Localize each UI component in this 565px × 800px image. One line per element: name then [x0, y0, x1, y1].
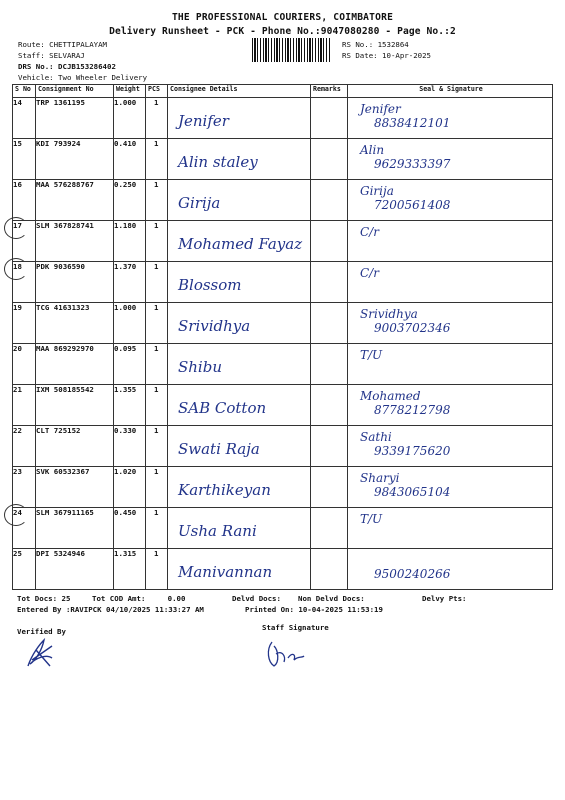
row-consignment: SLM 367911165	[36, 508, 114, 549]
row-consignment: TCG 41631323	[36, 303, 114, 344]
signature-handwriting: T/U	[360, 348, 383, 362]
total-docs: Tot Docs: 25	[17, 594, 71, 603]
non-delivered-docs: Non Delvd Docs:	[298, 594, 365, 603]
row-consignment: SVK 60532367	[36, 467, 114, 508]
row-signature	[348, 139, 553, 180]
row-sno-value: 18	[13, 262, 22, 271]
signature-handwriting: C/r	[360, 225, 379, 239]
col-remarks: Remarks	[311, 85, 348, 98]
consignee-handwriting: Shibu	[178, 358, 222, 376]
consignee-handwriting: Srividhya	[178, 317, 251, 335]
row-weight: 1.180	[114, 221, 146, 262]
entered-by: Entered By :RAVIPCK 04/10/2025 11:33:27 AM	[17, 605, 204, 614]
signature-phone: 7200561408	[374, 198, 451, 212]
signature-handwriting: Jenifer	[360, 102, 401, 116]
row-weight: 0.095	[114, 344, 146, 385]
table-row	[13, 303, 553, 344]
rs-date: RS Date: 10-Apr-2025	[342, 51, 431, 60]
row-weight: 0.410	[114, 139, 146, 180]
row-pcs: 1	[146, 221, 168, 262]
signature-phone: 8778212798	[374, 403, 451, 417]
table-row	[13, 385, 553, 426]
table-row	[13, 508, 553, 549]
row-sno	[13, 344, 36, 385]
table-header-row	[13, 85, 553, 98]
row-signature	[348, 549, 553, 590]
row-consignee	[168, 549, 311, 590]
row-signature	[348, 426, 553, 467]
table-row	[13, 549, 553, 590]
staff-label: Staff: SELVARAJ	[18, 51, 85, 60]
row-consignee	[168, 221, 311, 262]
row-consignment: KDI 793924	[36, 139, 114, 180]
row-pcs: 1	[146, 426, 168, 467]
col-consignment: Consignment No	[36, 85, 114, 98]
circle-mark-icon	[4, 504, 28, 526]
row-weight: 0.250	[114, 180, 146, 221]
row-sno	[13, 139, 36, 180]
printed-on: Printed On: 10-04-2025 11:53:19	[245, 605, 383, 614]
row-consignee	[168, 426, 311, 467]
row-sno-value: 20	[13, 344, 22, 353]
table-row	[13, 426, 553, 467]
row-sno	[13, 98, 36, 139]
row-consignment: MAA 576288767	[36, 180, 114, 221]
col-sno: S No	[13, 85, 36, 98]
row-pcs: 1	[146, 139, 168, 180]
row-signature	[348, 385, 553, 426]
row-sno	[13, 508, 36, 549]
row-sno-value: 22	[13, 426, 22, 435]
row-weight: 1.000	[114, 98, 146, 139]
row-sno-value: 24	[13, 508, 22, 517]
row-signature	[348, 180, 553, 221]
row-pcs: 1	[146, 508, 168, 549]
row-remarks	[311, 180, 348, 221]
row-consignment: CLT 725152	[36, 426, 114, 467]
signature-phone: 9500240266	[374, 567, 451, 581]
consignee-handwriting: Alin staley	[178, 153, 258, 171]
row-weight: 1.000	[114, 303, 146, 344]
total-cod: Tot COD Amt: 0.00	[92, 594, 186, 603]
row-pcs: 1	[146, 98, 168, 139]
signature-handwriting: C/r	[360, 266, 379, 280]
row-consignee	[168, 508, 311, 549]
signature-handwriting: Srividhya	[360, 307, 418, 321]
signature-handwriting: Sathi	[360, 430, 392, 444]
row-pcs: 1	[146, 180, 168, 221]
row-consignment: TRP 1361195	[36, 98, 114, 139]
row-signature	[348, 467, 553, 508]
row-pcs: 1	[146, 467, 168, 508]
consignee-handwriting: Karthikeyan	[178, 481, 271, 499]
row-signature	[348, 344, 553, 385]
row-consignee	[168, 467, 311, 508]
delivery-points: Delvy Pts:	[422, 594, 467, 603]
row-weight: 1.355	[114, 385, 146, 426]
table-row	[13, 98, 553, 139]
row-pcs: 1	[146, 344, 168, 385]
row-consignment: IXM 508185542	[36, 385, 114, 426]
col-signature: Seal & Signature	[348, 85, 553, 98]
signature-phone: 9629333397	[374, 157, 451, 171]
runsheet-subtitle: Delivery Runsheet - PCK - Phone No.:9047080280 - Page No.:2	[109, 26, 456, 37]
table-row	[13, 221, 553, 262]
table-row	[13, 139, 553, 180]
row-consignment: PDK 9036590	[36, 262, 114, 303]
row-signature	[348, 508, 553, 549]
signature-phone: 9843065104	[374, 485, 451, 499]
row-consignee	[168, 180, 311, 221]
row-remarks	[311, 467, 348, 508]
row-remarks	[311, 344, 348, 385]
row-signature	[348, 262, 553, 303]
consignee-handwriting: Mohamed Fayaz	[178, 235, 303, 253]
row-remarks	[311, 221, 348, 262]
consignee-handwriting: Blossom	[178, 276, 242, 294]
signature-phone: 9339175620	[374, 444, 451, 458]
signature-handwriting: Girija	[360, 184, 394, 198]
staff-signature-label: Staff Signature	[262, 623, 329, 632]
delivered-docs: Delvd Docs:	[232, 594, 281, 603]
route-label: Route: CHETTIPALAYAM	[18, 40, 107, 49]
signature-handwriting: Mohamed	[360, 389, 421, 403]
row-pcs: 1	[146, 549, 168, 590]
circle-mark-icon	[4, 258, 28, 280]
row-sno-value: 25	[13, 549, 22, 558]
col-pcs: PCS	[146, 85, 168, 98]
row-remarks	[311, 98, 348, 139]
row-signature	[348, 221, 553, 262]
row-remarks	[311, 262, 348, 303]
col-weight: Weight	[114, 85, 146, 98]
col-consignee: Consignee Details	[168, 85, 311, 98]
row-sno-value: 14	[13, 98, 22, 107]
row-consignee	[168, 385, 311, 426]
table-row	[13, 180, 553, 221]
row-pcs: 1	[146, 385, 168, 426]
signature-phone: 9003702346	[374, 321, 451, 335]
row-consignee	[168, 344, 311, 385]
staff-signature-icon	[262, 636, 308, 672]
row-remarks	[311, 385, 348, 426]
row-consignee	[168, 139, 311, 180]
row-sno	[13, 467, 36, 508]
row-sno	[13, 385, 36, 426]
row-sno	[13, 549, 36, 590]
row-weight: 0.450	[114, 508, 146, 549]
consignee-handwriting: Girija	[178, 194, 221, 212]
consignee-handwriting: SAB Cotton	[178, 399, 267, 417]
row-remarks	[311, 139, 348, 180]
company-title: THE PROFESSIONAL COURIERS, COIMBATORE	[171, 12, 394, 23]
signature-phone: 8838412101	[374, 116, 451, 130]
table-row	[13, 344, 553, 385]
row-sno-value: 19	[13, 303, 22, 312]
consignee-handwriting: Swati Raja	[178, 440, 260, 458]
signature-handwriting: Alin	[360, 143, 385, 157]
row-remarks	[311, 303, 348, 344]
row-weight: 0.330	[114, 426, 146, 467]
row-sno	[13, 303, 36, 344]
barcode-icon	[252, 38, 330, 62]
row-weight: 1.315	[114, 549, 146, 590]
runsheet-table	[12, 84, 553, 590]
signature-handwriting: Sharyi	[360, 471, 400, 485]
row-pcs: 1	[146, 262, 168, 303]
row-signature	[348, 303, 553, 344]
verifier-signature-icon	[22, 636, 62, 672]
row-consignee	[168, 98, 311, 139]
table-row	[13, 262, 553, 303]
consignee-handwriting: Usha Rani	[178, 522, 257, 540]
row-consignee	[168, 262, 311, 303]
row-sno	[13, 426, 36, 467]
row-sno-value: 21	[13, 385, 22, 394]
row-sno-value: 17	[13, 221, 22, 230]
row-sno-value: 15	[13, 139, 22, 148]
row-sno-value: 16	[13, 180, 22, 189]
row-consignment: SLM 367828741	[36, 221, 114, 262]
consignee-handwriting: Manivannan	[178, 563, 273, 581]
table-row	[13, 467, 553, 508]
row-sno	[13, 221, 36, 262]
vehicle-label: Vehicle: Two Wheeler Delivery	[18, 73, 148, 82]
row-sno-value: 23	[13, 467, 22, 476]
row-pcs: 1	[146, 303, 168, 344]
row-remarks	[311, 549, 348, 590]
row-sno	[13, 262, 36, 303]
row-consignment: MAA 869292970	[36, 344, 114, 385]
row-consignee	[168, 303, 311, 344]
circle-mark-icon	[4, 217, 28, 239]
row-consignment: DPI 5324946	[36, 549, 114, 590]
row-remarks	[311, 508, 348, 549]
signature-handwriting: T/U	[360, 512, 383, 526]
row-weight: 1.370	[114, 262, 146, 303]
row-signature	[348, 98, 553, 139]
drs-number: DRS No.: DCJB153286402	[18, 62, 116, 71]
consignee-handwriting: Jenifer	[178, 112, 229, 130]
rs-number: RS No.: 1532864	[342, 40, 409, 49]
row-weight: 1.020	[114, 467, 146, 508]
verified-by-label: Verified By	[17, 627, 66, 636]
row-remarks	[311, 426, 348, 467]
row-sno	[13, 180, 36, 221]
